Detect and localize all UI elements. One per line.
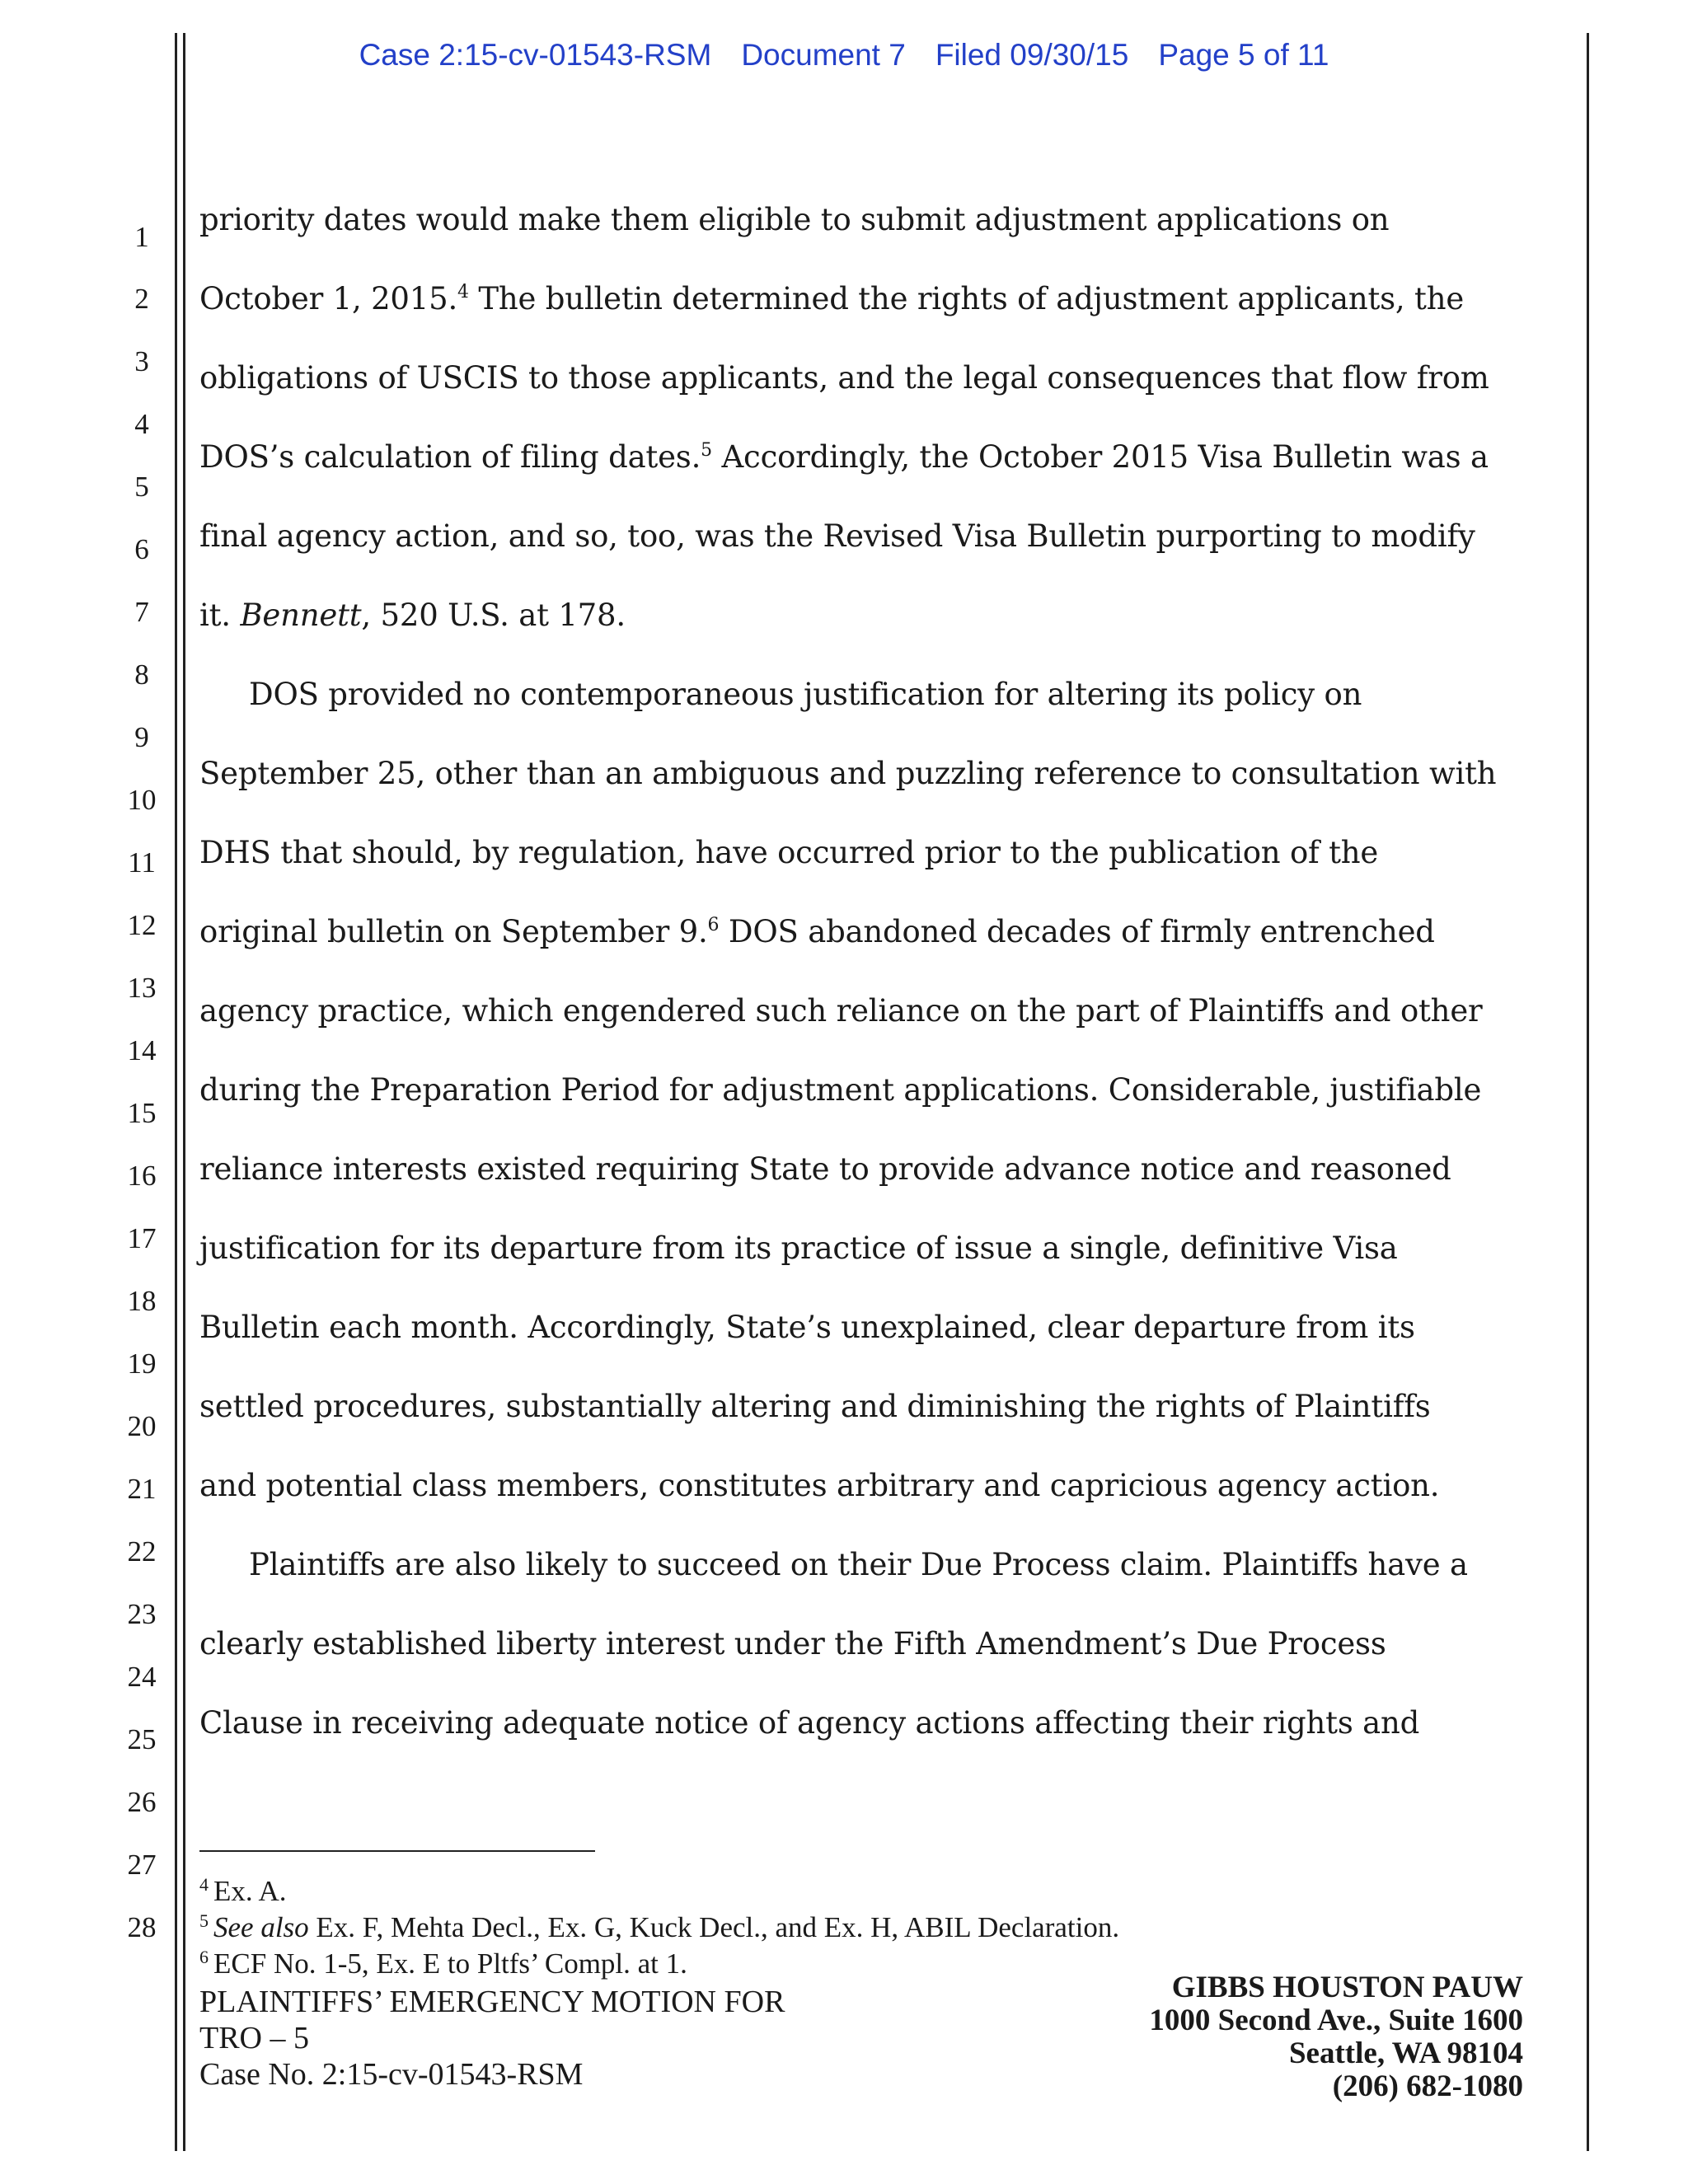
ecf-header <box>0 38 1688 73</box>
document-number: Document 7 <box>741 38 906 72</box>
footnote-6 <box>199 1947 687 1980</box>
body-line: reliance interests existed requiring State to provide advance notice and reasoned <box>199 1151 1451 1187</box>
line-number: 20 <box>127 1410 157 1442</box>
text-run: October 1, 2015. <box>199 281 458 316</box>
footnote-text: Ex. A. <box>213 1875 287 1907</box>
body-line: Bulletin each month. Accordingly, State’s unexplained, clear departure from its <box>199 1310 1415 1345</box>
line-number: 4 <box>134 408 149 440</box>
line-number: 1 <box>134 221 149 253</box>
footnote-text: ECF No. 1-5, Ex. E to Pltfs’ Compl. at 1. <box>213 1947 687 1980</box>
body-line: during the Preparation Period for adjustment applications. Considerable, justifiable <box>199 1072 1482 1108</box>
line-number: 21 <box>127 1473 157 1505</box>
line-number: 26 <box>127 1786 157 1818</box>
firm-name: GIBBS HOUSTON PAUW <box>1171 1971 1523 2004</box>
body-line: Clause in receiving adequate notice of agency actions affecting their rights and <box>199 1705 1420 1741</box>
body-line: justification for its departure from its practice of issue a single, definitive Visa <box>199 1230 1398 1266</box>
line-number: 16 <box>127 1160 157 1192</box>
firm-address-line-2: Seattle, WA 98104 <box>1288 2036 1523 2070</box>
footnote-text: Ex. F, Mehta Decl., Ex. G, Kuck Decl., and Ex. H, ABIL Declaration. <box>308 1911 1120 1943</box>
body-line <box>199 598 1493 633</box>
footnote-separator <box>199 1850 595 1852</box>
line-number: 5 <box>134 471 149 503</box>
footnote-ref: 4 <box>457 282 469 302</box>
line-number: 22 <box>127 1535 157 1568</box>
page-indicator: Page 5 of 11 <box>1158 38 1329 72</box>
text-run: Accordingly, the October 2015 Visa Bulletin was a <box>711 439 1489 475</box>
footer-document-title <box>199 1984 785 2093</box>
line-number: 3 <box>134 345 149 377</box>
line-number: 14 <box>127 1034 157 1066</box>
body-line: September 25, other than an ambiguous and puzzling reference to consultation with <box>199 756 1497 791</box>
text-run: , 520 U.S. at 178. <box>361 598 626 633</box>
footnote-ref: 5 <box>701 440 712 461</box>
footer-title-line-2: TRO – 5 <box>199 2021 309 2055</box>
case-citation: Bennett <box>240 598 362 633</box>
body-line: DOS provided no contemporaneous justification for altering its policy on <box>249 677 1362 712</box>
footer-title-line-1: PLAINTIFFS’ EMERGENCY MOTION FOR <box>199 1985 785 2019</box>
line-number: 9 <box>134 721 149 753</box>
body-line: obligations of USCIS to those applicants, and the legal consequences that flow from <box>199 360 1489 396</box>
text-run: DOS’s calculation of filing dates. <box>199 439 701 475</box>
line-number: 11 <box>128 846 156 879</box>
line-number: 19 <box>127 1347 157 1380</box>
line-number: 23 <box>127 1598 157 1630</box>
firm-phone: (206) 682-1080 <box>1332 2069 1523 2103</box>
footer-case-number: Case No. 2:15-cv-01543-RSM <box>199 2057 584 2092</box>
footnote-5 <box>199 1911 1119 1944</box>
left-margin-rule-outer <box>175 33 177 2151</box>
text-run: original bulletin on September 9. <box>199 914 708 949</box>
firm-address-line-1: 1000 Second Ave., Suite 1600 <box>1149 2004 1523 2037</box>
footnote-4 <box>199 1875 286 1908</box>
line-number: 7 <box>134 596 149 628</box>
line-number: 2 <box>134 283 149 315</box>
line-number: 17 <box>127 1222 157 1254</box>
body-line: Plaintiffs are also likely to succeed on their Due Process claim. Plaintiffs have a <box>249 1547 1468 1582</box>
footnote-number: 5 <box>199 1910 209 1931</box>
line-number: 28 <box>127 1911 157 1943</box>
footnote-number: 4 <box>199 1874 209 1895</box>
line-number: 24 <box>127 1661 157 1693</box>
body-line: final agency action, and so, too, was the Revised Visa Bulletin purporting to modify <box>199 518 1475 554</box>
line-number: 12 <box>127 909 157 941</box>
footnote-number: 6 <box>199 1947 209 1967</box>
case-number: Case 2:15-cv-01543-RSM <box>359 38 712 72</box>
line-number: 15 <box>127 1097 157 1129</box>
body-line: settled procedures, substantially altering and diminishing the rights of Plaintiffs <box>199 1389 1431 1424</box>
footnote-signal: See also <box>213 1911 309 1943</box>
body-line: and potential class members, constitutes arbitrary and capricious agency action. <box>199 1468 1440 1503</box>
body-line <box>199 439 1493 475</box>
line-number: 13 <box>127 972 157 1004</box>
line-number: 6 <box>134 533 149 565</box>
body-line <box>199 914 1493 949</box>
left-margin-rule-inner <box>183 33 185 2151</box>
text-run: DOS abandoned decades of firmly entrenched <box>719 914 1435 949</box>
line-number: 18 <box>127 1285 157 1317</box>
footnote-ref: 6 <box>707 915 720 935</box>
filed-date: Filed 09/30/15 <box>935 38 1129 72</box>
right-margin-rule <box>1587 33 1589 2151</box>
line-number: 25 <box>127 1723 157 1755</box>
law-firm-block <box>1149 1971 1523 2103</box>
body-line <box>199 281 1493 316</box>
line-number: 27 <box>127 1849 157 1881</box>
body-line: priority dates would make them eligible to submit adjustment applications on <box>199 202 1390 237</box>
text-run: The bulletin determined the rights of adjustment applicants, the <box>468 281 1465 316</box>
text-run: it. <box>199 598 241 633</box>
line-number: 8 <box>134 658 149 691</box>
body-line: DHS that should, by regulation, have occurred prior to the publication of the <box>199 835 1379 870</box>
body-line: clearly established liberty interest under the Fifth Amendment’s Due Process <box>199 1626 1386 1661</box>
body-line: agency practice, which engendered such reliance on the part of Plaintiffs and other <box>199 993 1483 1029</box>
line-number: 10 <box>127 784 157 816</box>
